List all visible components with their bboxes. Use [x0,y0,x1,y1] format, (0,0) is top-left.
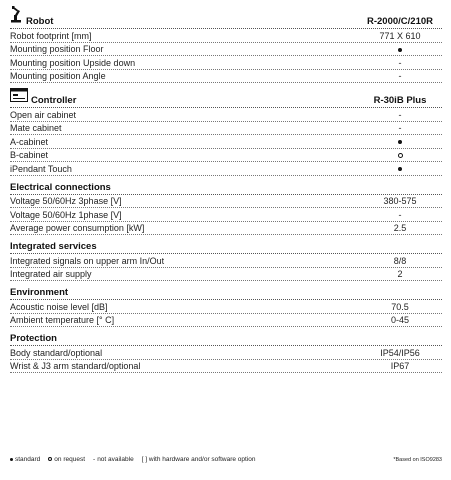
on-request-circle-icon [398,153,403,158]
robot-arm-icon [10,6,23,27]
table-row [10,360,442,374]
protection-rows [10,346,442,373]
legend-on-request-label: on request [54,456,86,463]
electrical-rows [10,195,442,236]
row-label: Mounting position Angle [10,71,106,81]
row-label: Body standard/optional [10,347,103,358]
row-value: - [398,57,402,68]
table-row [10,135,442,149]
row-value: 0-45 [390,315,409,325]
row-label: Ambient temperature [° C] [10,315,115,325]
row-label: Mate cabinet [10,123,62,133]
row-label: iPendant Touch [10,163,72,174]
row-value: IP67 [390,361,410,371]
table-row [10,70,442,84]
electrical-section-header [10,181,442,195]
robot-rows [10,29,442,83]
row-value: - [398,109,402,120]
table-row [10,346,442,360]
controller-section-title: Controller [31,95,77,106]
standard-dot-icon [10,458,13,461]
standard-dot-icon [398,167,402,171]
on-request-circle-icon [48,457,52,461]
row-label: Voltage 50/60Hz 3phase [V] [10,196,122,206]
robot-section-title: Robot [26,16,54,27]
legend-option-label: [ ] with hardware and/or software option [141,456,256,463]
standard-dot-icon [398,48,402,52]
table-row [10,254,442,268]
row-value: - [398,71,402,81]
spec-sheet [10,6,442,373]
integrated-rows [10,254,442,281]
table-row [10,43,442,57]
legend-standard [10,456,40,463]
legend-option [142,456,256,463]
legend-not-available [93,456,134,463]
table-row [10,208,442,222]
legend-on-request [48,456,85,463]
row-value: 2 [397,269,403,279]
environment-section-title: Environment [10,287,69,298]
row-label: Acoustic noise level [dB] [10,301,108,312]
row-label: Integrated air supply [10,269,92,279]
table-row [10,314,442,328]
row-label: B-cabinet [10,150,49,160]
standard-dot-icon [398,140,402,144]
not-available-symbol: - [93,456,96,463]
integrated-section-header [10,240,442,254]
legend-footer [10,456,442,463]
table-row [10,195,442,209]
row-value: IP54/IP56 [380,347,420,358]
table-row [10,268,442,282]
controller-model-value: R-30iB Plus [373,95,427,106]
row-label: Robot footprint [mm] [10,30,92,41]
protection-section-title: Protection [10,333,57,344]
legend-not-available-label: not available [97,456,134,463]
row-value: 380-575 [383,196,417,206]
table-row [10,122,442,136]
controller-rows [10,108,442,176]
electrical-section-title: Electrical connections [10,181,111,193]
row-value: 2.5 [393,223,407,233]
row-label: Voltage 50/60Hz 1phase [V] [10,209,122,220]
table-row [10,300,442,314]
integrated-section-title: Integrated services [10,241,97,252]
robot-model-value: R-2000/C/210R [366,16,433,27]
table-row [10,29,442,43]
row-label: Open air cabinet [10,109,77,120]
controller-section-header [10,85,442,108]
robot-section-header [10,6,442,29]
controller-icon [10,88,28,106]
table-row [10,222,442,236]
row-label: A-cabinet [10,136,49,147]
protection-section-header [10,332,442,346]
table-row [10,162,442,176]
footnote: *Based on ISO9283 [393,456,442,463]
row-value: - [398,209,402,220]
row-value: 70.5 [391,301,409,312]
table-row [10,108,442,122]
row-label: Average power consumption [kW] [10,223,145,233]
table-row [10,149,442,163]
row-value: - [398,123,402,133]
row-value: 8/8 [393,255,407,266]
row-label: Mounting position Floor [10,44,104,54]
row-label: Integrated signals on upper arm In/Out [10,255,165,266]
environment-section-header [10,286,442,300]
table-row [10,56,442,70]
row-label: Mounting position Upside down [10,57,136,68]
environment-rows [10,300,442,327]
legend-standard-label: standard [15,456,41,463]
row-value: 771 X 610 [379,30,421,41]
row-label: Wrist & J3 arm standard/optional [10,361,141,371]
